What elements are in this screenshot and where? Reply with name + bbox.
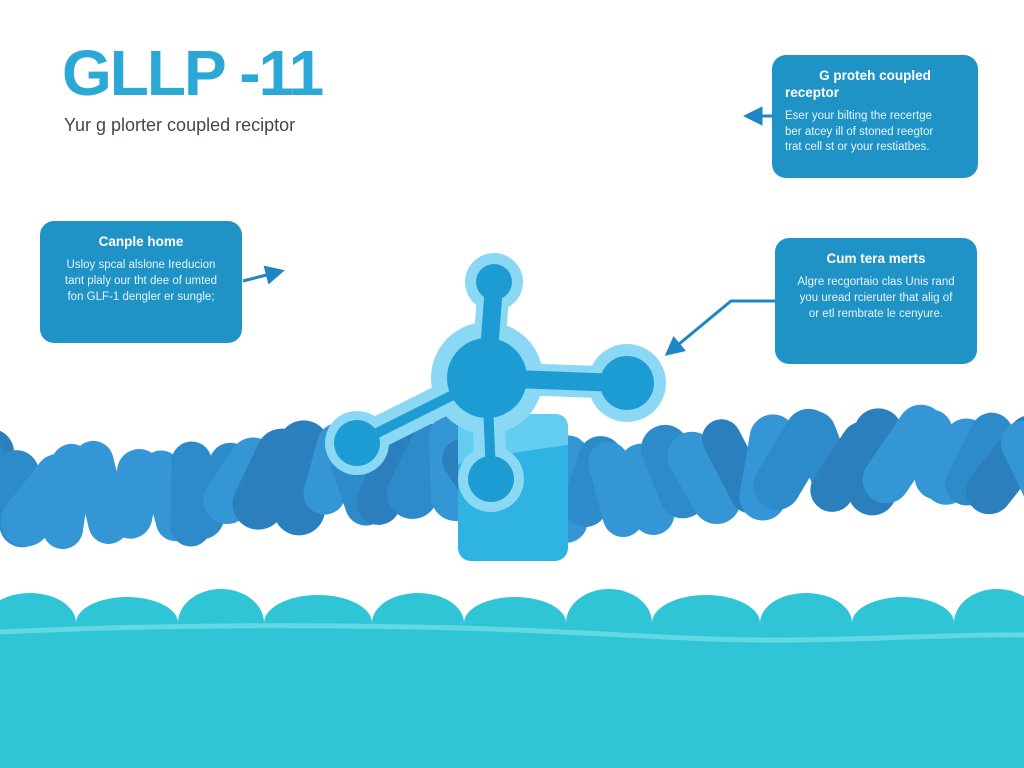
callout-right-body: Algre recgortaio clas Unis rand you uread rcieruter that alig of or etl rembrate le cenyure. [797, 275, 955, 320]
callout-receptor [772, 55, 978, 178]
callout-left [40, 221, 242, 343]
page-title: GLLP -11 [62, 37, 323, 109]
page-subtitle: Yur g plorter coupled reciptor [64, 115, 296, 136]
arrow-from-left-box-icon [243, 271, 282, 281]
connector-arrows [243, 116, 776, 354]
callout-right-title: Cum tera merts [826, 251, 926, 266]
callout-receptor-body: Eser your bilting the recertge ber atcey ill of stoned reegtor trat cell st or your restiatbes. [785, 109, 934, 154]
header [62, 37, 482, 136]
callout-right [775, 238, 977, 364]
callout-receptor-title: G proteh coupled receptor [785, 68, 931, 100]
callout-left-body: Usloy spcal alslone Ireducion tant plaly our tht dee of umted fon GLF-1 dengler er sungle; [64, 258, 218, 303]
callout-left-title: Canple home [98, 234, 184, 249]
cytoplasm-wave-icon [0, 589, 1024, 768]
arrow-from-right-box-icon [667, 301, 776, 354]
